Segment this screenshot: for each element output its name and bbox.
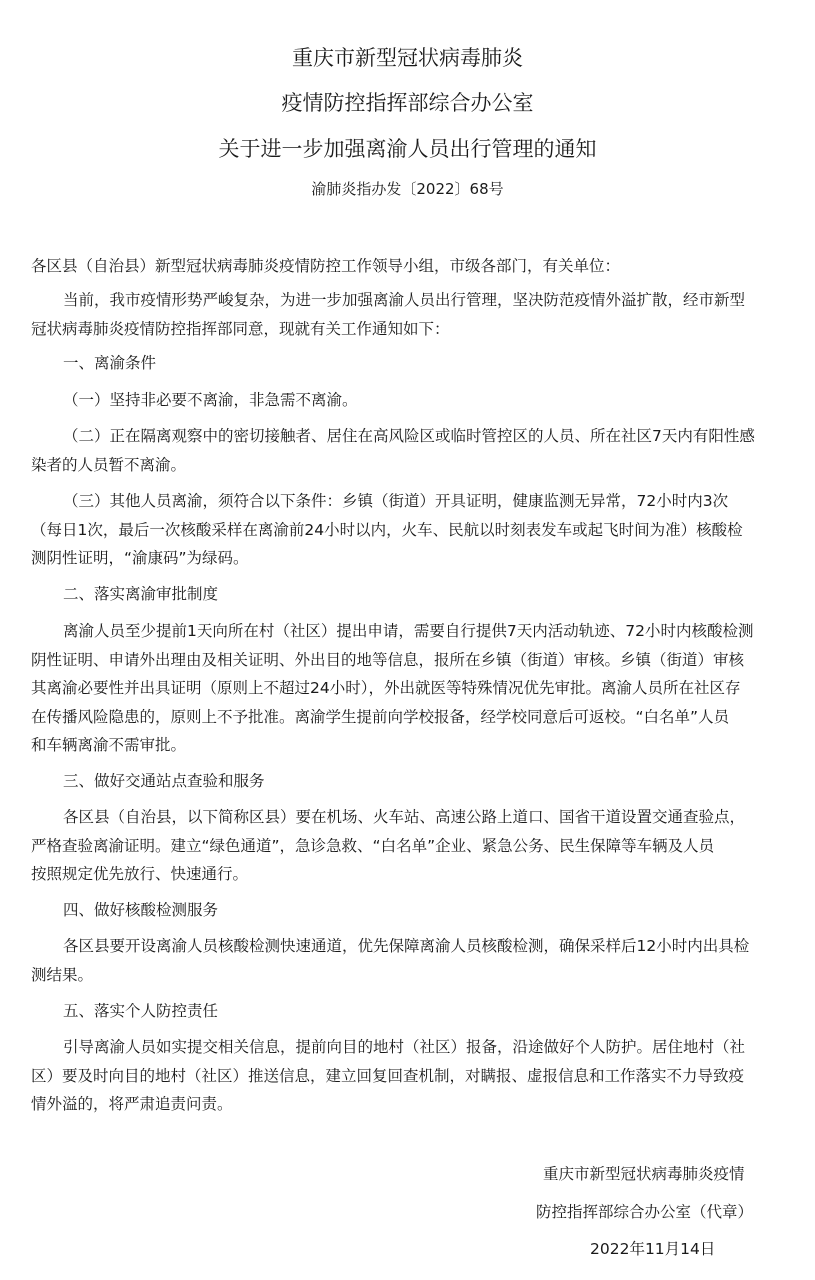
paragraph-line: 严格查验离渝证明。建立“绿色通道”，急诊急救、“白名单”企业、紧急公务、民生保障等车辆及人员 [31, 837, 715, 855]
section-heading: 四、做好核酸检测服务 [63, 901, 219, 919]
paragraph-line: 在传播风险隐患的，原则上不予批准。离渝学生提前向学校报备，经学校同意后可返校。“白名单”人员 [31, 708, 730, 726]
paragraph-line: 其离渝必要性并出具证明（原则上不超过24小时），外出就医等特殊情况优先审批。离渝人员所在社区存 [31, 679, 741, 697]
section-heading: 一、离渝条件 [63, 354, 157, 372]
title-line-1: 重庆市新型冠状病毒肺炎 [292, 46, 523, 70]
paragraph-line: 测结果。 [31, 966, 94, 984]
title-line-3: 关于进一步加强离渝人员出行管理的通知 [218, 137, 597, 161]
paragraph-line: （三）其他人员离渝，须符合以下条件：乡镇（街道）开具证明，健康监测无异常，72小时内3次 [63, 492, 729, 510]
paragraph-line: 测阴性证明，“渝康码”为绿码。 [31, 549, 249, 567]
paragraph-line: 各区县（自治县，以下简称区县）要在机场、火车站、高速公路上道口、国省干道设置交通查验点， [63, 808, 746, 826]
document-number: 渝肺炎指办发〔2022〕68号 [311, 180, 504, 198]
salutation: 各区县（自治县）新型冠状病毒肺炎疫情防控工作领导小组，市级各部门，有关单位： [31, 257, 621, 275]
paragraph-line: （每日1次，最后一次核酸采样在离渝前24小时以内，火车、民航以时刻表发车或起飞时间为准）核酸检 [31, 521, 743, 539]
paragraph-line: 染者的人员暂不离渝。 [31, 456, 187, 474]
section-heading: 二、落实离渝审批制度 [63, 585, 219, 603]
paragraph-line: 各区县要开设离渝人员核酸检测快速通道，优先保障离渝人员核酸检测，确保采样后12小时内出具检 [63, 937, 750, 955]
paragraph-line: 区）要及时向目的地村（社区）推送信息，建立回复回查机制，对瞒报、虚报信息和工作落实不力导致疫 [31, 1067, 745, 1085]
section-heading: 五、落实个人防控责任 [63, 1002, 219, 1020]
paragraph-line: （一）坚持非必要不离渝，非急需不离渝。 [63, 391, 358, 409]
paragraph-line: 和车辆离渝不需审批。 [31, 736, 187, 754]
paragraph-line: （二）正在隔离观察中的密切接触者、居住在高风险区或临时管控区的人员、所在社区7天内有阳性感 [63, 427, 755, 445]
title-line-2: 疫情防控指挥部综合办公室 [281, 91, 534, 115]
paragraph-line: 阴性证明、申请外出理由及相关证明、外出目的地等信息，报所在乡镇（街道）审核。乡镇（街道）审核 [31, 651, 745, 669]
paragraph-line: 离渝人员至少提前1天向所在村（社区）提出申请，需要自行提供7天内活动轨迹、72小时内核酸检测 [63, 622, 754, 640]
paragraph-line: 情外溢的，将严肃追责问责。 [31, 1095, 233, 1113]
paragraph-line: 冠状病毒肺炎疫情防控指挥部同意，现就有关工作通知如下： [31, 320, 450, 338]
signature-line-2: 防控指挥部综合办公室（代章） [536, 1203, 754, 1221]
paragraph-line: 按照规定优先放行、快速通行。 [31, 865, 249, 883]
signature-date: 2022年11月14日 [590, 1240, 716, 1258]
paragraph-line: 当前，我市疫情形势严峻复杂，为进一步加强离渝人员出行管理，坚决防范疫情外溢扩散，经市新型 [63, 291, 746, 309]
section-heading: 三、做好交通站点查验和服务 [63, 772, 265, 790]
paragraph-line: 引导离渝人员如实提交相关信息，提前向目的地村（社区）报备，沿途做好个人防护。居住地村（社 [63, 1038, 746, 1056]
signature-line-1: 重庆市新型冠状病毒肺炎疫情 [543, 1165, 745, 1183]
